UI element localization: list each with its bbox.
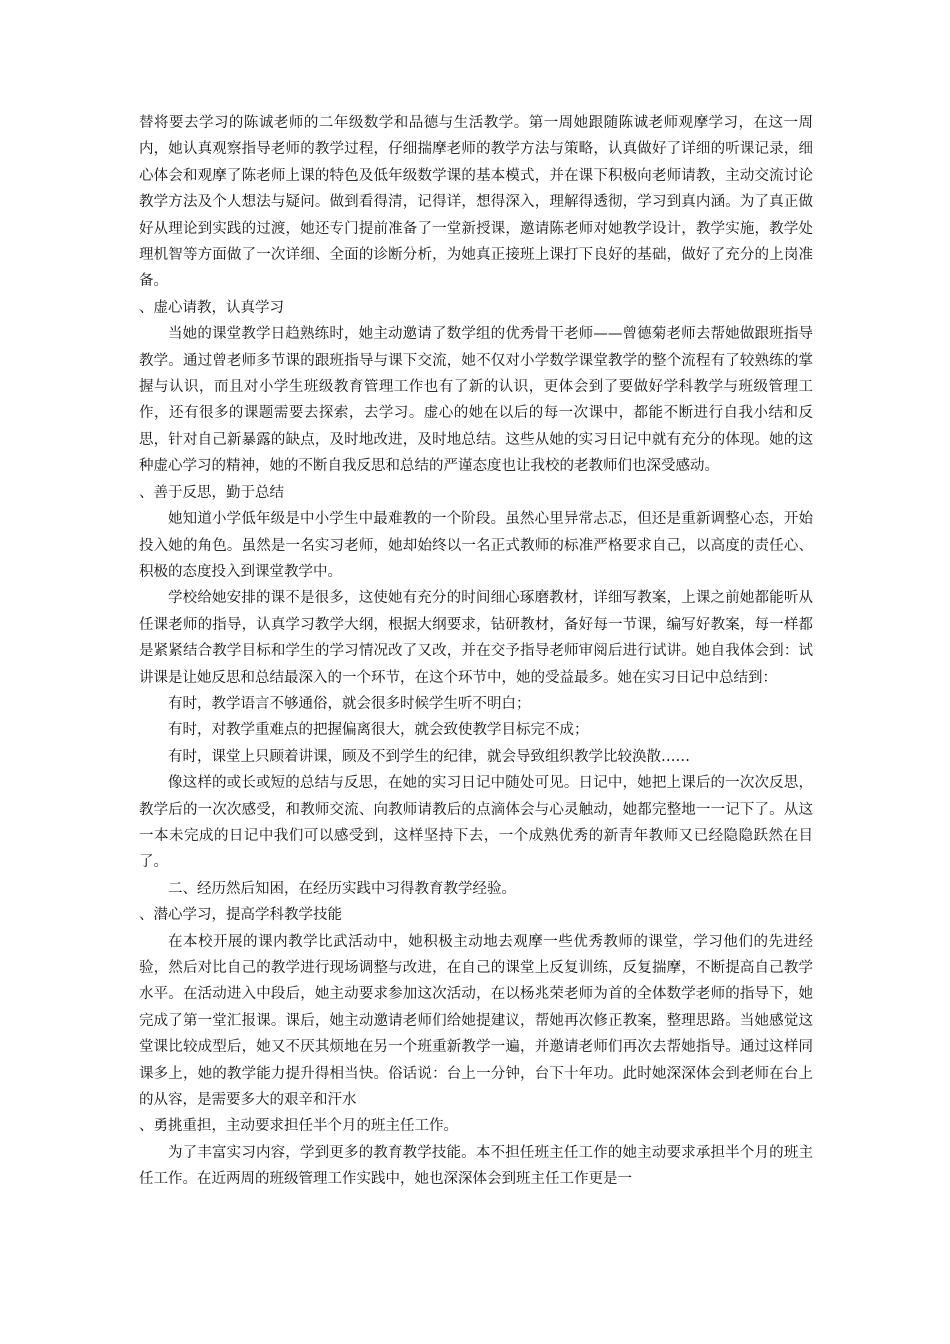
paragraph: 有时，对教学重难点的把握偏离很大，就会致使教学目标完不成； <box>168 722 589 739</box>
paragraph: 替将要去学习的陈诚老师的二年级数学和品德与生活教学。第一周她跟随陈诚老师观摩学习，在这一周内，她认真观察指导老师的教学过程，仔细揣摩老师的教学方法与策略，认真做好了详细的听课记录，细心体会和观摩了陈老师上课的特色及低年级数学课的基本模式，并在课下积极向老师请教，主动交流讨论教学方法及个人想法与疑问。做到看得清，记得详，想得深入，理解得透彻，学习到真内涵。为了真正做好从理论到实践的过渡，她还专门提前准备了一堂新授课，邀请陈老师对她教学设计，教学实施，教学处理机智等方面做了一次详细、全面的诊断分析，为她真正接班上课打下良好的基础，做好了充分的上岗准备。 <box>139 115 813 290</box>
paragraph: 有时，课堂上只顾着讲课，顾及不到学生的纪律，就会导致组织教学比较涣散…… <box>168 748 690 765</box>
paragraph: 她知道小学低年级是中小学生中最难教的一个阶段。虽然心里异常忐忑，但还是重新调整心态，开始投入她的角色。虽然是一名实习老师，她却始终以一名正式教师的标准严格要求自己，以高度的责任心、积极的态度投入到课堂教学中。 <box>139 511 813 580</box>
section-heading: 、潜心学习，提高学科教学技能 <box>139 907 342 924</box>
paragraph: 在本校开展的课内教学比武活动中，她积极主动地去观摩一些优秀教师的课堂，学习他们的先进经验，然后对比自己的教学进行现场调整与改进，在自己的课堂上反复训练，反复揣摩，不断提高自己教学水平。在活动进入中段后，她主动要求参加这次活动，在以杨兆荣老师为首的全体数学老师的指导下，她完成了第一堂汇报课。课后，她主动邀请老师们给她提建议，帮她再次修正教案，整理思路。当她感觉这堂课比较成型后，她又不厌其烦地在另一个班重新教学一遍，并邀请老师们再次去帮她指导。通过这样同课多上，她的教学能力提升得相当快。俗话说：台上一分钟，台下十年功。此时她深深体会到老师在台上的从容，是需要多大的艰辛和汗水 <box>139 933 813 1109</box>
paragraph: 有时，教学语言不够通俗，就会很多时候学生听不明白； <box>168 695 531 712</box>
section-heading: 、善于反思，勤于总结 <box>139 484 284 501</box>
section-heading: 、勇挑重担，主动要求担任半个月的班主任工作。 <box>139 1118 458 1135</box>
document-body <box>139 110 813 1193</box>
paragraph: 当她的课堂教学日趋熟练时，她主动邀请了数学组的优秀骨干老师——曾德菊老师去帮她做跟班指导教学。通过曾老师多节课的跟班指导与课下交流，她不仅对小学数学课堂教学的整个流程有了较熟练的掌握与认识，而且对小学生班级教育管理工作也有了新的认识，更体会到了要做好学科教学与班级管理工作，还有很多的课题需要去探索，去学习。虚心的她在以后的每一次课中，都能不断进行自我小结和反思，针对自己新暴露的缺点，及时地改进，及时地总结。这些从她的实习日记中就有充分的体现。她的这种虚心学习的精神，她的不断自我反思和总结的严谨态度也让我校的老教师们也深受感动。 <box>139 326 813 475</box>
paragraph: 为了丰富实习内容，学到更多的教育教学技能。本不担任班主任工作的她主动要求承担半个月的班主任工作。在近两周的班级管理工作实践中，她也深深体会到班主任工作更是一 <box>139 1144 813 1188</box>
section-heading: 、虚心请教，认真学习 <box>139 299 284 316</box>
paragraph: 像这样的或长或短的总结与反思，在她的实习日记中随处可见。日记中，她把上课后的一次次反思，教学后的一次次感受，和教师交流、向教师请教后的点滴体会与心灵触动，她都完整地一一记下了。从这一本未完成的日记中我们可以感受到，这样坚持下去，一个成熟优秀的新青年教师又已经隐隐跃然在目了。 <box>139 775 813 871</box>
section-heading: 二、经历然后知困，在经历实践中习得教育教学经验。 <box>168 880 516 897</box>
paragraph: 学校给她安排的课不是很多，这使她有充分的时间细心琢磨教材，详细写教案，上课之前她都能听从任课老师的指导，认真学习教学大纲，根据大纲要求，钻研教材，备好每一节课，编写好教案，每一样都是紧紧结合教学目标和学生的学习情况改了又改，并在交予指导老师审阅后进行试讲。她自我体会到：试讲课是让她反思和总结最深入的一个环节，在这个环节中，她的受益最多。她在实习日记中总结到： <box>139 590 813 686</box>
